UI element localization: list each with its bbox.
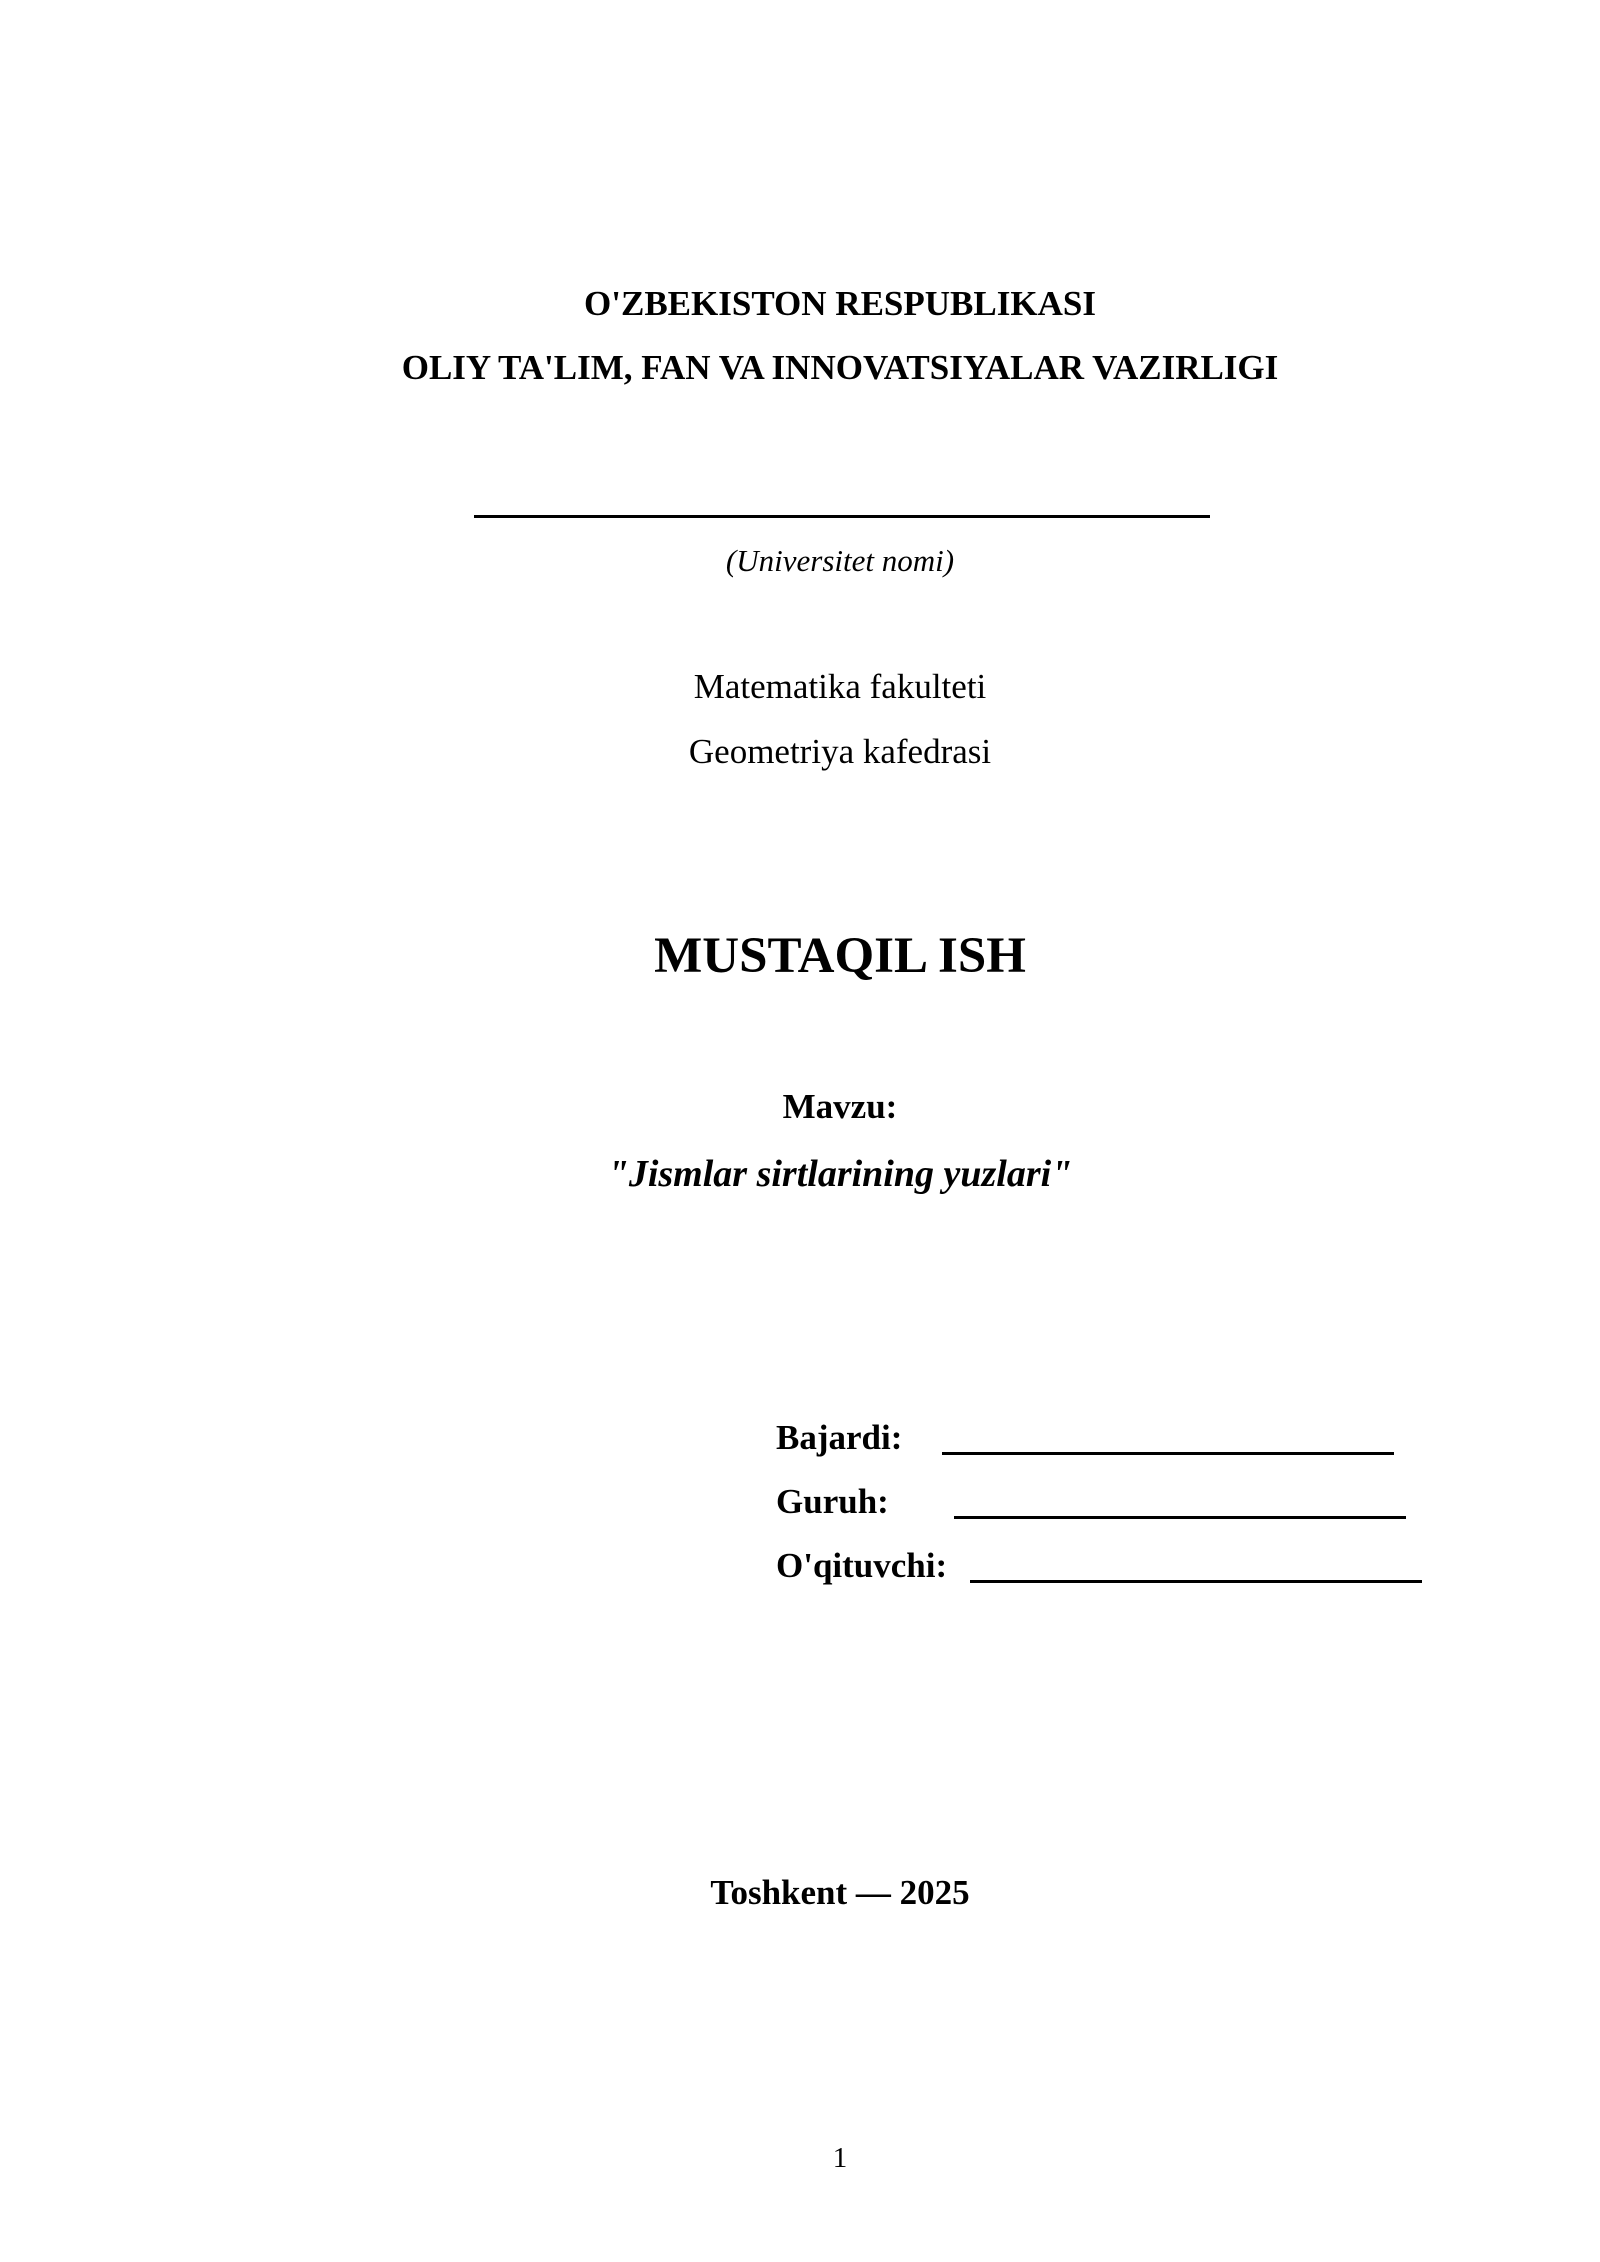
group-label: Guruh:: [776, 1482, 889, 1521]
performer-label: Bajardi:: [776, 1418, 903, 1457]
ministry-heading: OLIY TA'LIM, FAN VA INNOVATSIYALAR VAZIRLIGI: [401, 348, 1279, 387]
department-name: Geometriya kafedrasi: [688, 732, 992, 771]
city-year: Toshkent — 2025: [710, 1873, 970, 1912]
work-title: MUSTAQIL ISH: [654, 928, 1026, 984]
university-name-caption: (Universitet nomi): [725, 543, 955, 578]
page-number: 1: [832, 2142, 848, 2174]
university-name-blank-line: [474, 515, 1210, 518]
teacher-blank-line: [970, 1580, 1422, 1583]
topic-text: "Jismlar sirtlarining yuzlari": [607, 1153, 1073, 1195]
faculty-name: Matematika fakulteti: [693, 667, 987, 706]
teacher-label: O'qituvchi:: [776, 1546, 948, 1585]
republic-heading: O'ZBEKISTON RESPUBLIKASI: [584, 284, 1096, 323]
group-blank-line: [954, 1516, 1406, 1519]
topic-label: Mavzu:: [782, 1087, 898, 1126]
performer-blank-line: [942, 1452, 1394, 1455]
